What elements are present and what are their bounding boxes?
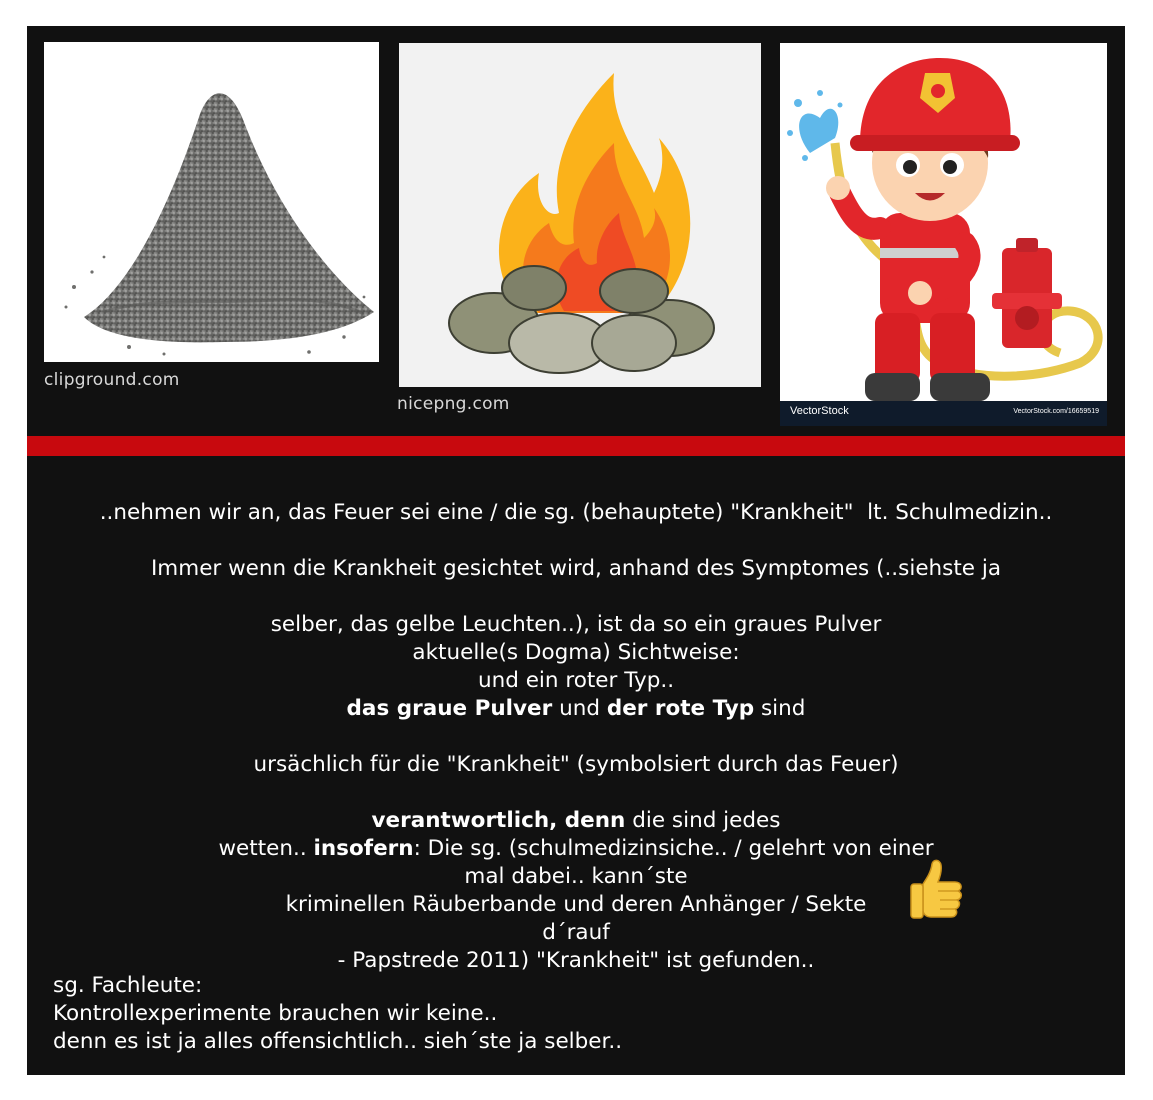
experts-line-2: Kontrollexperimente brauchen wir keine..	[53, 1001, 498, 1026]
dogma-line-3: ursächlich für die "Krankheit" (symbolsiert durch das Feuer)	[253, 752, 899, 777]
firefighter-image	[780, 43, 1107, 426]
conclusion-line-1-end: : Die sg. (schulmedizinsiche.. / gelehrt von einer	[413, 836, 934, 861]
dogma-line-6: d´rauf	[542, 920, 610, 945]
bold-responsible: verantwortlich, denn	[371, 808, 626, 833]
intro-line-2: Immer wenn die Krankheit gesichtet wird, anhand des Symptomes (..siehste ja	[150, 556, 1002, 581]
conclusion-line-1-start: wetten..	[218, 836, 314, 861]
thumbs-up-icon	[907, 858, 967, 920]
paragraph-experts	[53, 972, 622, 1056]
dogma-line-4-end: die sind jedes	[625, 808, 781, 833]
conclusion-line-2: kriminellen Räuberbande und deren Anhänger / Sekte	[285, 892, 867, 917]
dogma-line-1: aktuelle(s Dogma) Sichtweise:	[412, 640, 740, 665]
campfire-image	[399, 43, 761, 387]
dogma-line-2	[27, 695, 1125, 723]
conclusion-line-3: - Papstrede 2011) "Krankheit" ist gefunden..	[337, 948, 815, 973]
dogma-line-2-mid: und	[552, 696, 607, 721]
powder-pile-image	[44, 42, 379, 362]
powder-image-caption: clipground.com	[44, 370, 180, 390]
vectorstock-id-watermark: VectorStock.com/16659519	[1013, 408, 1099, 415]
bold-insofern: insofern	[313, 836, 414, 861]
experts-line-1: sg. Fachleute:	[53, 973, 203, 998]
dogma-line-2-end: sind	[754, 696, 806, 721]
red-divider	[27, 436, 1125, 456]
bold-red-guy: der rote Typ	[606, 696, 755, 721]
bold-grey-powder: das graue Pulver	[346, 696, 553, 721]
intro-line-4: und ein roter Typ..	[477, 668, 675, 693]
vectorstock-watermark: VectorStock	[790, 405, 849, 417]
intro-line-1: ..nehmen wir an, das Feuer sei eine / die sg. (behauptete) "Krankheit" lt. Schulmedizin..	[99, 500, 1053, 525]
experts-line-3: denn es ist ja alles offensichtlich.. sieh´ste ja selber..	[53, 1029, 623, 1054]
fire-image-caption: nicepng.com	[397, 394, 510, 414]
intro-line-3: selber, das gelbe Leuchten..), ist da so ein graues Pulver	[270, 612, 882, 637]
dogma-line-5: mal dabei.. kann´ste	[464, 864, 688, 889]
meme-panel	[27, 26, 1125, 1075]
